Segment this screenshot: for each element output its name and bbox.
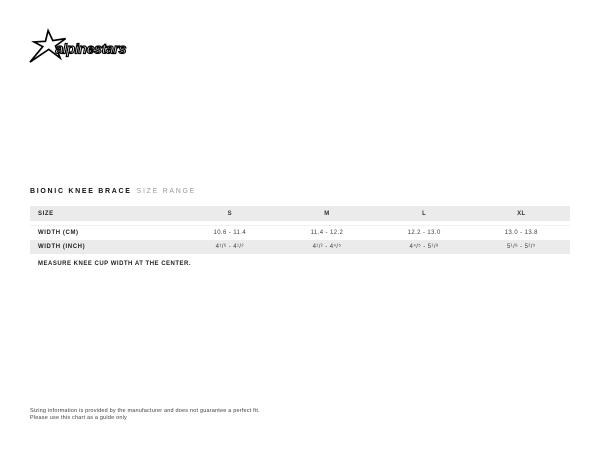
disclaimer-line-1: Sizing information is provided by the manufacturer and does not guarantee a perfect fit. xyxy=(30,408,260,414)
width-cm-s: 10.6 - 11.4 xyxy=(213,230,247,236)
product-name: BIONIC KNEE BRACE xyxy=(30,188,132,195)
measurement-note: MEASURE KNEE CUP WIDTH AT THE CENTER. xyxy=(38,261,192,267)
table-header-row xyxy=(30,206,570,221)
width-cm-m: 11.4 - 12.2 xyxy=(310,230,344,236)
disclaimer-line-2: Please use this chart as a guide only xyxy=(30,415,127,421)
alpinestars-wordmark: alpinestars xyxy=(55,40,127,57)
width-inch-s: 4¹/⁶ - 4¹/² xyxy=(215,244,244,250)
alpinestars-logo-svg xyxy=(28,26,142,68)
width-cm-xl: 13.0 - 13.8 xyxy=(504,230,538,236)
size-table xyxy=(30,206,570,267)
row-label-width-inch: WIDTH (INCH) xyxy=(38,244,86,250)
header-size-xl: XL xyxy=(517,210,526,217)
width-cm-l: 12.2 - 13.0 xyxy=(407,230,441,236)
title-suffix: SIZE RANGE xyxy=(136,188,197,195)
header-size-label: SIZE xyxy=(38,210,54,217)
width-inch-m: 4¹/² - 4⁴/⁵ xyxy=(312,244,342,250)
header-size-l: L xyxy=(422,210,427,217)
alpinestars-logo xyxy=(28,26,142,68)
table-row-width-inch xyxy=(30,240,570,254)
width-inch-xl: 5¹/⁸ - 5²/⁵ xyxy=(506,244,536,250)
row-label-width-cm: WIDTH (CM) xyxy=(38,230,79,236)
header-size-m: M xyxy=(324,210,330,217)
disclaimer xyxy=(30,408,260,422)
table-row-width-cm xyxy=(30,225,570,240)
chart-title xyxy=(30,188,196,195)
width-inch-l: 4⁴/⁵ - 5¹/⁸ xyxy=(409,244,439,250)
header-size-s: S xyxy=(227,210,232,217)
